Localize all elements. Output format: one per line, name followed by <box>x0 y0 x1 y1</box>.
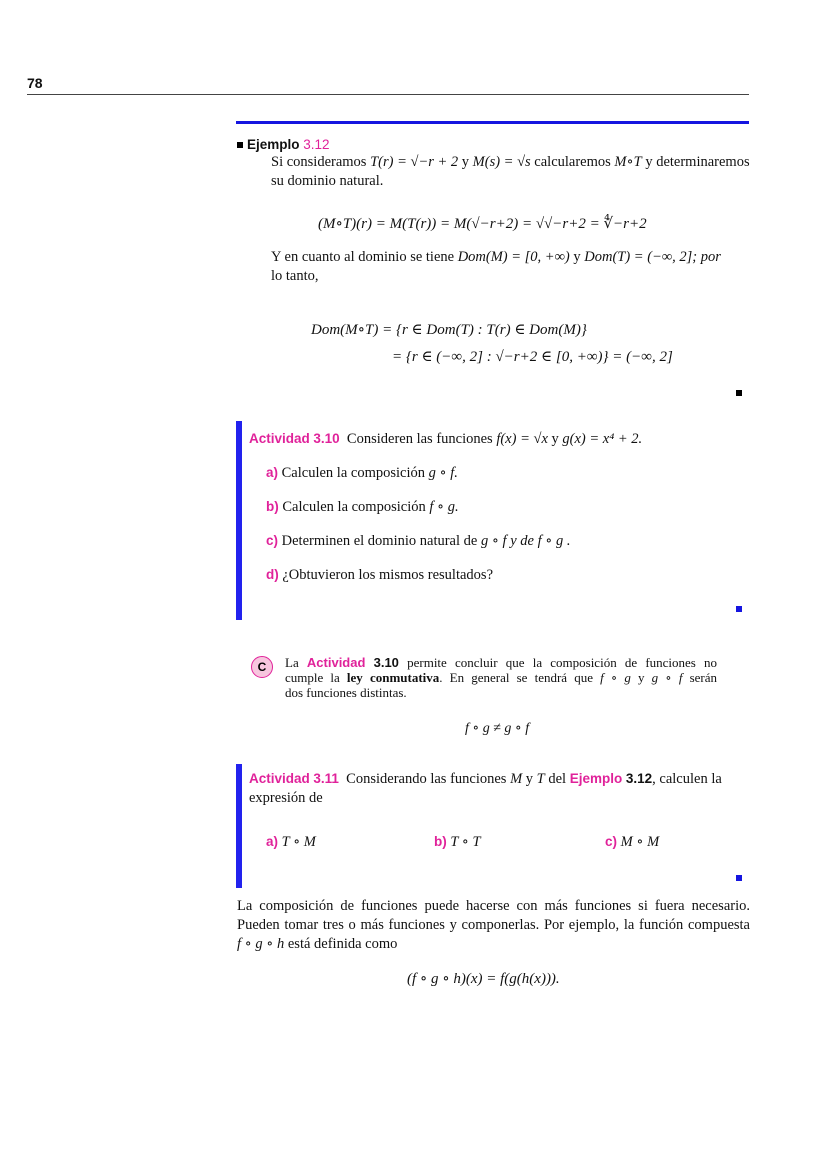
T-definition: T(r) = √−r + 2 <box>370 154 459 170</box>
activity-311-prompt-c: expresión de <box>249 790 323 806</box>
activity-310-number: 3.10 <box>313 431 340 446</box>
comment-bold-term: ley conmutativa <box>346 670 440 685</box>
item-math: f ∘ g. <box>429 499 459 515</box>
activity-311-example-number: 3.12 <box>625 771 653 786</box>
comment-y: y <box>638 670 645 685</box>
item-math: M ∘ M <box>620 834 660 850</box>
comment-equation: f ∘ g ≠ g ∘ f <box>465 721 530 736</box>
dom-M: Dom(M) = [0, +∞) <box>457 249 570 265</box>
comment-text <box>285 655 717 700</box>
comment-line2-a: cumple la <box>285 670 340 685</box>
activity-310-item-a <box>266 463 458 483</box>
activity-310-end-icon <box>736 606 742 612</box>
closing-line1: La composición de funciones puede hacerse con más funciones si fuera necesario. <box>237 898 750 914</box>
activity-310-prompt: Consideren las funciones <box>346 431 493 447</box>
example-number: 3.12 <box>303 137 330 152</box>
activity-311-bar <box>236 764 242 888</box>
example-heading <box>237 137 330 152</box>
domain-paragraph <box>271 248 751 286</box>
item-marker: a) <box>266 465 279 480</box>
activity-310-y: y <box>551 431 559 447</box>
intro-text-a: Si consideramos <box>271 154 367 170</box>
activity-311-example-label: Ejemplo <box>569 771 623 786</box>
comment-gf: g ∘ f <box>651 670 683 685</box>
activity-310-label: Actividad <box>249 431 310 446</box>
example-intro <box>271 153 771 191</box>
closing-equation: (f ∘ g ∘ h)(x) = f(g(h(x))). <box>407 971 560 987</box>
item-marker: a) <box>266 834 279 849</box>
dom-T: Dom(T) = (−∞, 2]; por <box>584 249 721 265</box>
item-text: Calculen la composición <box>282 499 426 515</box>
activity-311-y: y <box>525 771 534 787</box>
activity-311-T: T <box>536 771 545 787</box>
item-marker: b) <box>266 499 279 514</box>
comment-line3: dos funciones distintas. <box>285 685 407 700</box>
intro-y: y <box>461 154 470 170</box>
closing-line2: Pueden tomar tres o más funciones y componerlas. Por ejemplo, la función compuesta <box>237 917 750 933</box>
item-marker: c) <box>266 533 279 548</box>
closing-fgh: f ∘ g ∘ h <box>237 936 285 952</box>
intro-text-d: su dominio natural. <box>271 173 384 189</box>
g-definition: g(x) = x⁴ + 2. <box>562 431 643 447</box>
activity-310-item-d <box>266 565 493 585</box>
comment-la: La <box>285 655 299 670</box>
header-rule <box>27 94 749 95</box>
equation-domain-line1: Dom(M∘T) = {r ∈ Dom(T) : T(r) ∈ Dom(M)} <box>311 322 587 338</box>
item-math: T ∘ T <box>450 834 481 850</box>
comment-icon: C <box>251 656 273 678</box>
activity-310-heading <box>249 429 749 449</box>
comment-line2-b: . En general se tendrá que <box>439 670 593 685</box>
square-bullet-icon <box>237 142 243 148</box>
comment-line1-text: permite concluir que la composición de funciones no <box>407 655 718 670</box>
item-text: ¿Obtuvieron los mismos resultados? <box>282 567 494 583</box>
activity-311-heading <box>249 769 749 808</box>
activity-311-end-icon <box>736 875 742 881</box>
equation-domain-line2: = {r ∈ (−∞, 2] : √−r+2 ∈ [0, +∞)} = (−∞, 2] <box>392 349 673 365</box>
activity-310-item-b <box>266 497 459 517</box>
item-math: T ∘ M <box>281 834 316 850</box>
activity-311-del: del <box>548 771 567 787</box>
equation-composition: (M∘T)(r) = M(T(r)) = M(√−r+2) = √√−r+2 = ∜−r+2 <box>318 216 647 232</box>
MoT-symbol: M∘T <box>614 154 642 170</box>
example-top-rule <box>236 121 749 124</box>
activity-310-item-c <box>266 531 570 551</box>
item-math: g ∘ f. <box>428 465 458 481</box>
comment-activity-label: Actividad <box>306 655 366 670</box>
item-marker: c) <box>605 834 618 849</box>
page-number: 78 <box>27 75 43 91</box>
domain-text-a: Y en cuanto al dominio se tiene <box>271 249 455 265</box>
activity-311-prompt-a: Considerando las funciones <box>346 771 507 787</box>
item-marker: d) <box>266 567 279 582</box>
activity-311-item-a <box>266 832 316 852</box>
activity-311-item-b <box>434 832 481 852</box>
activity-311-prompt-b: , calculen la <box>652 771 722 787</box>
item-math: g ∘ f y de f ∘ g . <box>480 533 571 549</box>
closing-line3-text: está definida como <box>287 936 398 952</box>
example-label: Ejemplo <box>247 137 300 152</box>
domain-y: y <box>573 249 581 265</box>
comment-activity-number: 3.10 <box>373 655 399 670</box>
comment-line2-c: serán <box>689 670 718 685</box>
activity-311-number: 3.11 <box>313 771 339 786</box>
item-text: Determinen el dominio natural de <box>281 533 478 549</box>
M-definition: M(s) = √s <box>472 154 531 170</box>
example-end-icon <box>736 390 742 396</box>
intro-text-b: calcularemos <box>534 154 611 170</box>
domain-text-b: lo tanto, <box>271 268 319 284</box>
item-marker: b) <box>434 834 447 849</box>
activity-311-item-c <box>605 832 659 852</box>
activity-310-bar <box>236 421 242 620</box>
activity-311-label: Actividad <box>249 771 310 786</box>
item-text: Calculen la composición <box>281 465 425 481</box>
intro-text-c: y determinaremos <box>645 154 750 170</box>
activity-311-M: M <box>510 771 523 787</box>
comment-fg: f ∘ g <box>600 670 631 685</box>
closing-paragraph <box>237 897 750 954</box>
f-definition: f(x) = √x <box>496 431 548 447</box>
